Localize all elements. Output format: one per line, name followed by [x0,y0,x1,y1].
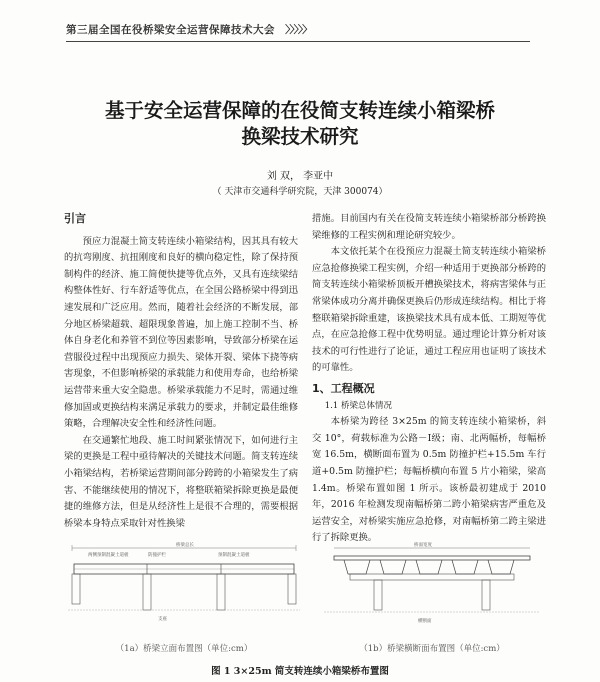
journal-header [66,22,530,42]
figure-caption-1a: （1a）桥梁立面布置图（单位:cm） [115,644,253,654]
elev-label-2: 桥梁总长 [176,543,194,548]
header-rule [66,41,530,42]
figure-title: 图 1 3×25m 简支转连续小箱梁桥布置图 [211,666,389,677]
intro-paragraph-4: 本文依托某个在役预应力混凝土简支转连续小箱梁桥应急抢修换梁工程实例，介绍一种适用于更换部分桥跨的简支转连续小箱梁桥顶板开槽换梁技术，将病害梁体与正常梁体成功分离并确保更换后仍形成连续结构。相比于将整联箱梁拆除重建，该换梁技术具有成本低、工期短等优点，在应急抢修工程中优势明显。通过理论计算分析对该技术的可行性进行了论证，通过工程应用也证明了该技术的可靠性。 [312,246,546,374]
authors: 刘 双， 李亚中 [266,171,334,182]
section-label-1: 桥面宽度 [414,543,432,548]
section1-paragraph: 本桥梁为跨径 3×25m 的简支转连续小箱梁桥，斜交 10°，荷载标准为公路－Ⅰ级；南、北两幅桥，每幅桥宽 16.5m，横断面布置为 0.5m 防撞护栏+15.5m 车行道+0.5m 防撞护栏；每幅桥横向布置 5 片小箱梁，梁高 1.4m。桥梁布置如图 1 所示。该桥最初建成于 2010 年，2016 年检测发现南幅桥第二跨小箱梁病害严重危及运营安全，对桥梁实施应急抢修，对南幅桥第二跨主梁进行了拆除更换。 [312,416,546,544]
elev-label-3: 预制混凝土道板 [218,553,250,558]
elev-label-4: 支座 [158,617,167,622]
right-column [312,211,546,547]
header-arrows: 〉〉〉〉〉 [285,24,312,36]
intro-paragraph-2: 在交通繁忙地段、施工时间紧张情况下，如何进行主梁的更换是工程中亟待解决的关键技术问题。简支转连续小箱梁结构，若桥梁运营期间部分跨跨的小箱梁发生了病害、不能继续使用的情况下，将整联箱梁拆除更换是最便捷的维修方法，但是从经济性上是很不合理的，需要根据桥梁本身特点采取针对性换梁 [64,434,298,529]
section1-heading: 1、工程概况 [312,381,375,395]
intro-paragraph-3: 措施。目前国内有关在役简支转连续小箱梁桥部分桥跨换梁维修的工程实例和理论研究较少。 [312,213,546,241]
elev-label-0: 两侧预制混凝土道板 [88,553,129,558]
section-label-0: 横断面 [418,619,432,624]
intro-heading: 引言 [64,212,86,225]
affiliation: （ 天津市交通科学研究院，天津 300074） [212,187,388,197]
left-column [64,211,298,532]
bridge-elevation-drawing [68,540,300,626]
bridge-cross-section-drawing [314,540,550,626]
section1-subheading: 1.1 桥梁总体情况 [324,400,392,411]
paper-title-line1: 基于安全运营保障的在役简支转连续小箱梁桥 [104,99,495,122]
paper-title-line2: 换梁技术研究 [241,125,359,148]
figure-caption-1b: （1b）桥梁横断面布置图（单位:cm） [359,644,505,654]
header-text: 第三届全国在役桥梁安全运营保障技术大会 [66,24,275,36]
intro-paragraph-1: 预应力混凝土简支转连续小箱梁结构，因其具有较大的抗弯刚度、抗扭刚度和良好的横向稳定性，除了保持预制构件的经济、施工简便快捷等优点外，又具有连续梁结构整体性好、行车舒适等优点，在全国公路桥梁中得到迅速发展和广泛应用。然而，随着社会经济的不断发展，部分地区桥梁超载、超限现象普遍，加上施工控制不当、桥体自身老化和养管不到位等因素影响，导致部分桥梁在运营服役过程中出现预应力损失、梁体开裂、梁体下挠等病害现象，不但影响桥梁的承载能力和使用寿命，也给桥梁运营带来重大安全隐患。桥梁承载能力不足时，需通过维修加固或更换结构来满足承载力的要求，并制定最佳维修策略，合理解决安全性和经济性问题。 [64,235,298,430]
elev-label-1: 防撞护栏 [148,553,166,558]
